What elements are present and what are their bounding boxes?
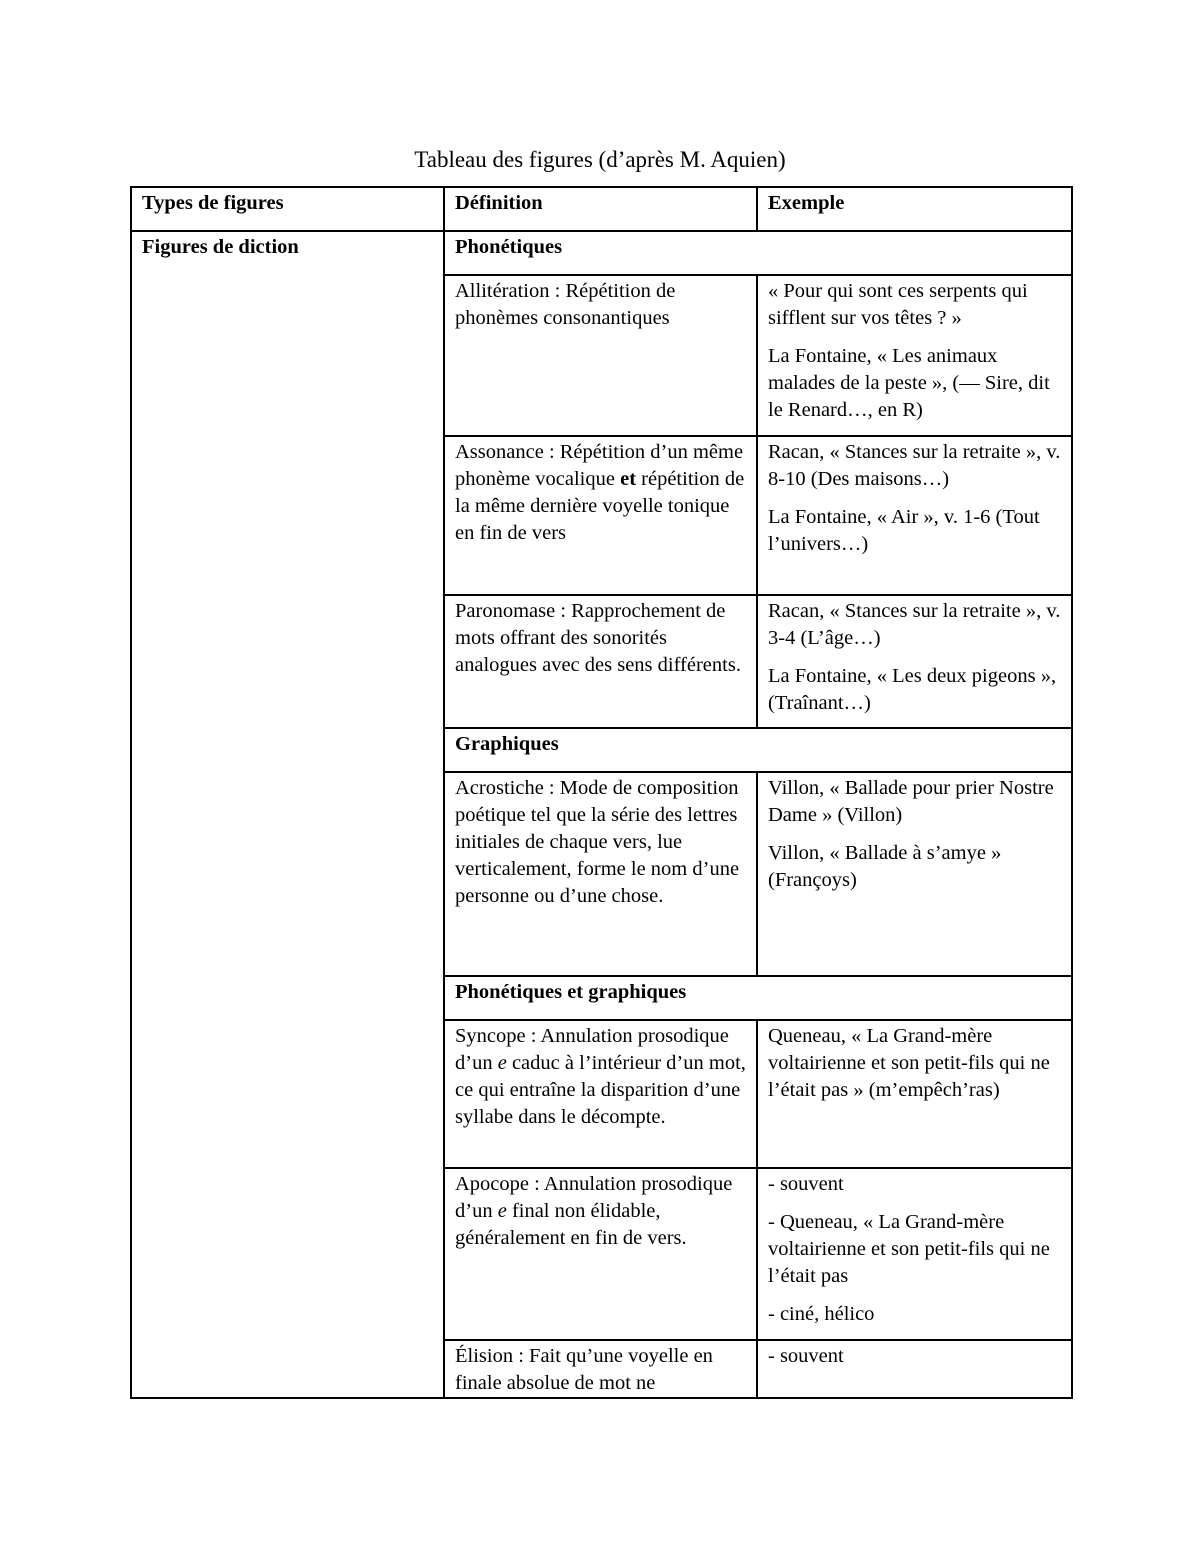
figure-definition: : Répétition de phonèmes consonantiques <box>455 280 676 329</box>
example-text: « Pour qui sont ces serpents qui sifflent sur vos têtes ? » <box>768 280 1028 329</box>
figure-definition: répétition de la même dernière voyelle tonique en fin de vers <box>455 468 745 544</box>
definition-cell <box>444 436 757 595</box>
example-cell <box>757 595 1072 728</box>
definition-cell <box>444 1168 757 1340</box>
example-text: Racan, « Stances sur la retraite », v. 8-10 (Des maisons…) <box>768 441 1061 490</box>
example-text: La Fontaine, « Les deux pigeons », (Traînant…) <box>768 665 1057 714</box>
figure-definition-italic: e <box>497 1052 507 1074</box>
example-text: Racan, « Stances sur la retraite », v. 3-4 (L’âge…) <box>768 600 1061 649</box>
figure-definition: final non élidable, généralement en fin de vers. <box>455 1200 687 1249</box>
figure-term: Paronomase <box>455 600 556 622</box>
definition-cell <box>444 275 757 436</box>
example-text: Queneau, « La Grand-mère voltairienne et son petit-fils qui ne l’était pas » (m’empêch’ras) <box>768 1025 1050 1101</box>
figure-definition-emphasis: et <box>620 468 637 490</box>
example-text: Villon, « Ballade pour prier Nostre Dame » (Villon) <box>768 777 1054 826</box>
figure-definition: : Répétition d’un même phonème vocalique <box>455 441 744 490</box>
section-row-phonetiques <box>131 231 1072 275</box>
example-cell <box>757 275 1072 436</box>
definition-cell <box>444 595 757 728</box>
figure-term: Acrostiche <box>455 777 544 799</box>
example-cell <box>757 1168 1072 1340</box>
figures-table <box>130 186 1073 1399</box>
example-text: La Fontaine, « Air », v. 1-6 (Tout l’univers…) <box>768 506 1040 555</box>
figure-definition-italic: e <box>497 1200 507 1222</box>
example-cell <box>757 1340 1072 1398</box>
definition-cell <box>444 1020 757 1168</box>
example-text: - souvent <box>768 1345 844 1367</box>
figure-term: Élision <box>455 1345 514 1367</box>
example-cell <box>757 1020 1072 1168</box>
section-heading-phonetiques: Phonétiques <box>444 231 1072 275</box>
figure-definition: : Annulation prosodique d’un <box>455 1025 729 1074</box>
table-header-row <box>131 187 1072 231</box>
example-cell <box>757 772 1072 976</box>
figure-definition: : Mode de composition poétique tel que la série des lettres initiales de chaque vers, lue verticalement, forme le nom d’une personne ou d’une chose. <box>455 777 740 907</box>
figure-definition: : Annulation prosodique d’un <box>455 1173 733 1222</box>
column-header-types: Types de figures <box>131 187 444 231</box>
example-text: - Queneau, « La Grand-mère voltairienne et son petit-fils qui ne l’était pas <box>768 1211 1050 1287</box>
example-cell <box>757 436 1072 595</box>
example-text: La Fontaine, « Les animaux malades de la peste », (— Sire, dit le Renard…, en R) <box>768 345 1050 421</box>
definition-cell <box>444 772 757 976</box>
figure-definition: : Rapprochement de mots offrant des sonorités analogues avec des sens différents. <box>455 600 741 676</box>
figure-term: Assonance <box>455 441 544 463</box>
definition-cell <box>444 1340 757 1398</box>
example-text: - ciné, hélico <box>768 1303 875 1325</box>
section-heading-phonetiques-et-graphiques: Phonétiques et graphiques <box>444 976 1072 1020</box>
figure-term: Apocope <box>455 1173 530 1195</box>
figure-term: Allitération <box>455 280 550 302</box>
example-text: - souvent <box>768 1173 844 1195</box>
example-text: Villon, « Ballade à s’amye » (Françoys) <box>768 842 1002 891</box>
column-header-exemple: Exemple <box>757 187 1072 231</box>
page-title: Tableau des figures (d’après M. Aquien) <box>414 147 786 172</box>
figure-term: Syncope <box>455 1025 526 1047</box>
section-heading-graphiques: Graphiques <box>444 728 1072 772</box>
type-cell-figures-de-diction: Figures de diction <box>131 231 444 1398</box>
column-header-definition: Définition <box>444 187 757 231</box>
figure-definition: caduc à l’intérieur d’un mot, ce qui entraîne la disparition d’une syllabe dans le décompte. <box>455 1052 746 1128</box>
figure-definition: : Fait qu’une voyelle en finale absolue de mot ne <box>455 1345 713 1394</box>
